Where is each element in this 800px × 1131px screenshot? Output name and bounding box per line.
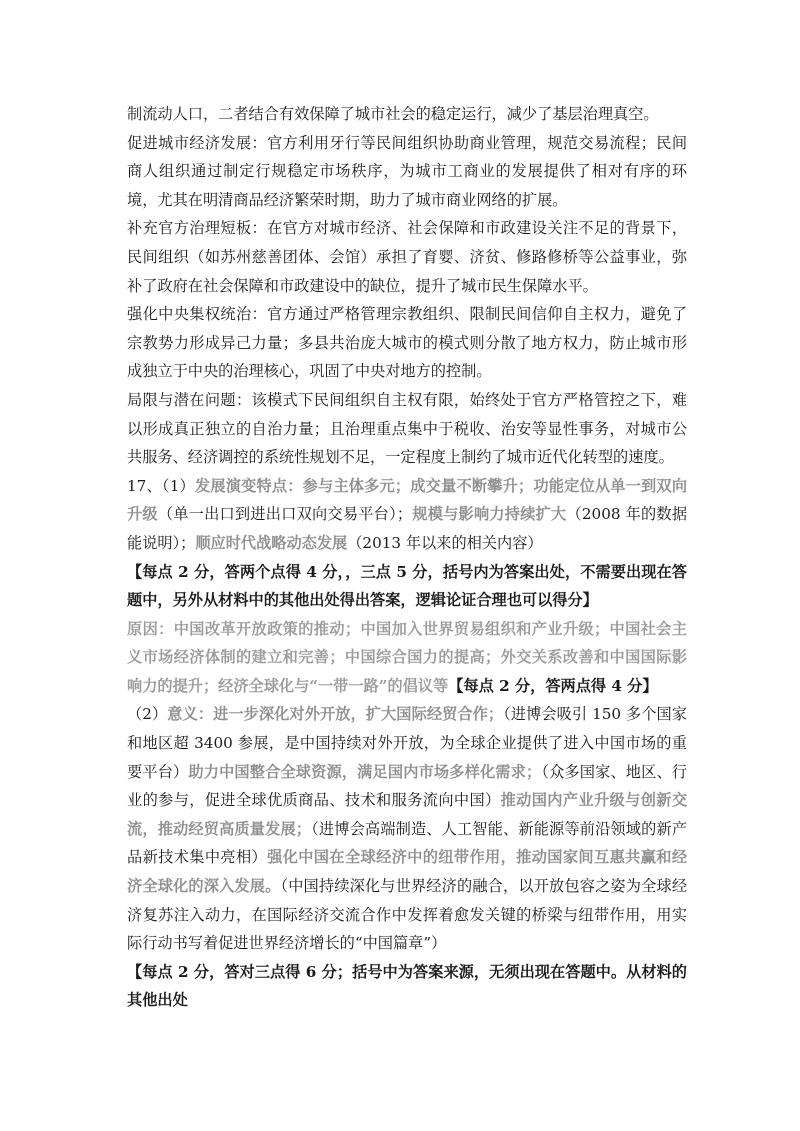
answer-reasons-text: 原因：中国改革开放政策的推动；中国加入世界贸易组织和产业升级；中国社会主义市场经济体制的建立和完善；中国综合国力的提高；外交关系改善和中国国际影响力的提升；经济全球化与“一带一路”的倡议等 xyxy=(127,619,687,695)
answer-point-features: 发展演变特点：参与主体多元；成交量不断攀升；功能定位从单一到双向升级 xyxy=(127,476,688,524)
scoring-note-part-2: 【每点 2 分，答对三点得 6 分；括号中为答案来源，无须出现在答题中。从材料的其他出处 xyxy=(127,962,687,1010)
paragraph-central-authority: 强化中央集权统治：官方通过严格管理宗教组织、限制民间信仰自主权力，避免了宗教势力形成异己力量；多县共治庞大城市的模式则分散了地方权力，防止城市形成独立于中央的治理核心，巩固了中央对地方的控制。 xyxy=(127,305,687,381)
answer-source-note: （进博会吸引 150 多个国家和地区超 3400 参展，是中国持续对外开放，为全球企业提供了进入中国市场的重要平台） xyxy=(127,705,687,781)
answer-source-note: （中国持续深化与世界经济的融合，以开放包容之姿为全球经济复苏注入动力，在国际经济交流合作中发挥着愈发关键的桥梁与纽带作用，用实际行动书写着促进世界经济增长的“中国篇章”） xyxy=(127,877,688,953)
paragraph-urban-population-control: 制流动人口，二者结合有效保障了城市社会的稳定运行，减少了基层治理真空。 xyxy=(127,105,659,123)
answer-point-resources: 助力中国整合全球资源，满足国内市场多样化需求； xyxy=(188,762,542,781)
answer-source-note: （单一出口到进出口双向交易平台）； xyxy=(157,505,413,524)
answer-point-opening: 意义：进一步深化对外开放，扩大国际经贸合作； xyxy=(167,705,504,724)
answer-point-scale: 规模与影响力持续扩大 xyxy=(412,505,567,524)
paragraph-economic-development: 促进城市经济发展：官方利用牙行等民间组织协助商业管理，规范交易流程；民间商人组织通过制定行规稳定市场秩序，为城市工商业的发展提供了相对有序的环境，尤其在明清商品经济繁荣时期，助力了城市商业网络的扩展。 xyxy=(127,133,687,209)
answer-source-note: （众多国家、地区、行业的参与，促进全球优质商品、技术和服务流向中国） xyxy=(127,762,688,810)
answer-source-note: （2008 年的数据能说明）； xyxy=(127,505,688,552)
scoring-note-reasons: 【每点 2 分，答两点得 4 分】 xyxy=(448,676,658,695)
answer-point-industry: 推动国内产业升级与创新交流，推动经贸高质量发展； xyxy=(127,791,688,838)
paragraph-limitations: 局限与潜在问题：该模式下民间组织自主权有限，始终处于官方严格管控之下，难以形成真正独立的自治力量；且治理重点集中于税收、治安等显性事务，对城市公共服务、经济调控的系统性规划不足，一定程度上制约了城市近代化转型的速度。 xyxy=(127,390,687,467)
scoring-note-part-1: 【每点 2 分，答两个点得 4 分，，三点 5 分，括号内为答案出处，不需要出现在答题中，另外从材料中的其他出处得出答案，逻辑论证合理也可以得分】 xyxy=(127,562,687,610)
answer-point-global-role: 强化中国在全球经济中的纽带作用，推动国家间互惠共赢和经济全球化的深入发展。 xyxy=(127,848,688,896)
question-17-part-1 xyxy=(127,472,687,558)
question-17-part-2 xyxy=(127,700,687,957)
paragraph-governance-gap: 补充官方治理短板：在官方对城市经济、社会保障和市政建设关注不足的背景下，民间组织（如苏州慈善团体、会馆）承担了育婴、济贫、修路修桥等公益事业，弥补了政府在社会保障和市政建设中的缺位，提升了城市民生保障水平。 xyxy=(127,219,687,295)
document-page xyxy=(127,100,687,1015)
answer-point-strategy: 顺应时代战略动态发展 xyxy=(195,533,348,552)
answer-reasons xyxy=(127,615,687,701)
answer-source-note: （2013 年以来的相关内容） xyxy=(347,533,543,552)
question-number: 17、（1） xyxy=(127,476,195,495)
answer-source-note: （进博会高端制造、人工智能、新能源等前沿领域的新产品新技术集中亮相） xyxy=(127,819,687,867)
part-label: （2） xyxy=(127,705,168,724)
